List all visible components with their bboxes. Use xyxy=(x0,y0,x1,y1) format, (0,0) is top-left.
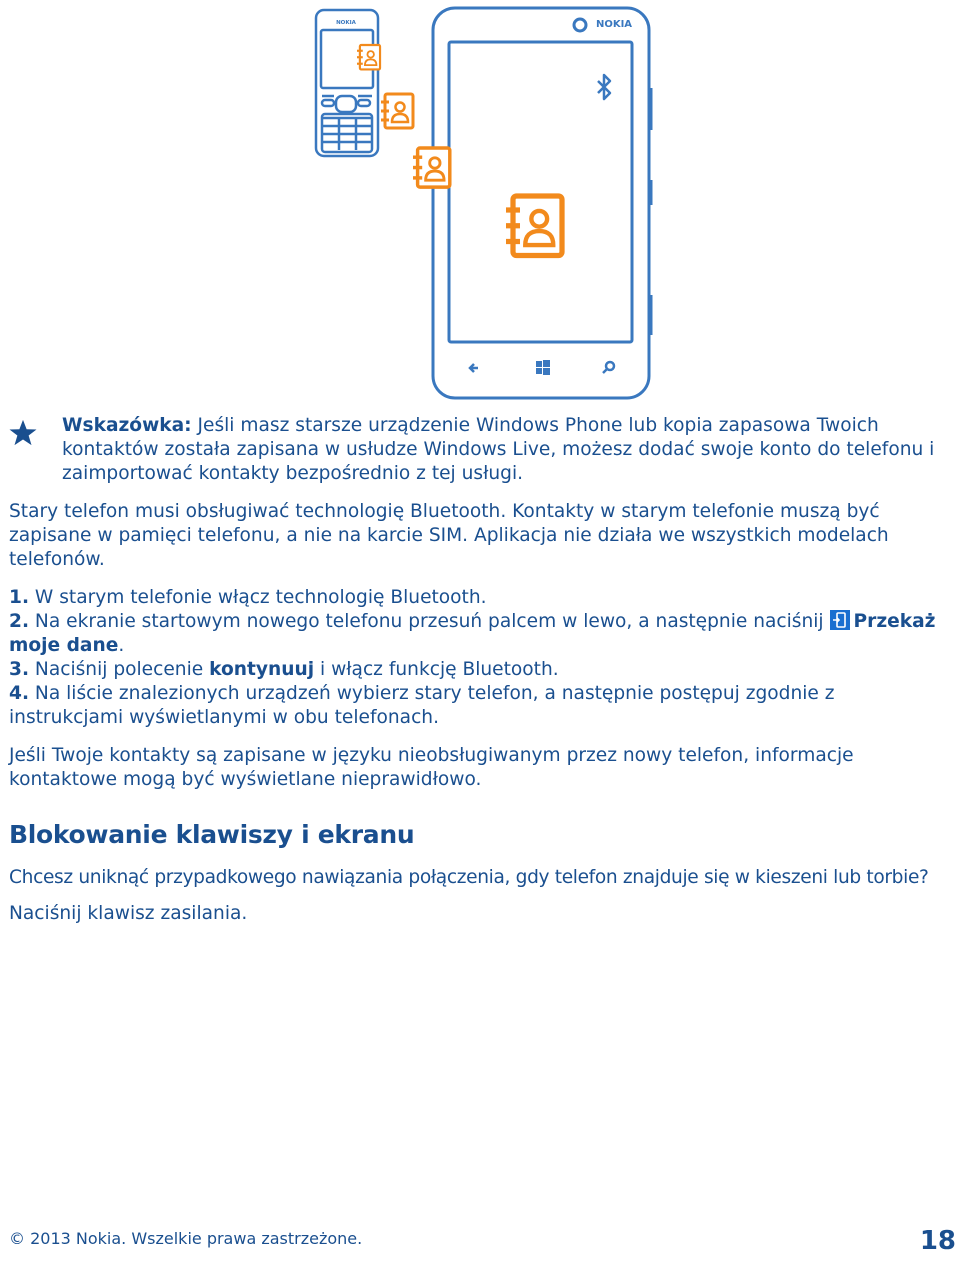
contact-book-icon xyxy=(413,148,450,187)
step-text: W starym telefonie włącz technologię Bluetooth. xyxy=(29,587,487,608)
windows-icon xyxy=(536,360,550,375)
step-4 xyxy=(9,682,954,730)
step-number: 1. xyxy=(9,587,30,608)
section-heading: Blokowanie klawiszy i ekranu xyxy=(9,820,415,849)
transfer-icon xyxy=(830,610,850,630)
step-text-end: i włącz funkcję Bluetooth. xyxy=(314,659,559,680)
step-text: Na ekranie startowym nowego telefonu przesuń palcem w lewo, a następnie naciśnij xyxy=(29,611,830,632)
bluetooth-icon xyxy=(598,75,610,99)
back-icon xyxy=(470,364,478,372)
footer-copyright: © 2013 Nokia. Wszelkie prawa zastrzeżone. xyxy=(9,1229,363,1248)
step-3 xyxy=(9,658,954,682)
step-text-end: . xyxy=(118,635,125,656)
transfer-label: Przekaż moje dane xyxy=(9,611,936,656)
intro-paragraph: Stary telefon musi obsługiwać technologię Bluetooth. Kontakty w starym telefonie muszą być zapisane w pamięci telefonu, a nie na karcie SIM. Aplikacja nie działa we wszystkich modelach telefonów. xyxy=(9,501,889,570)
contact-book-icon xyxy=(381,94,413,128)
old-phone-brand: NOKIA xyxy=(336,20,356,26)
step-number: 4. xyxy=(9,683,30,704)
continue-label: kontynuuj xyxy=(209,659,315,680)
step-text: Naciśnij polecenie xyxy=(29,659,210,680)
step-number: 2. xyxy=(9,611,30,632)
tip-label: Wskazówka: xyxy=(62,415,192,436)
tip-text xyxy=(62,414,960,486)
new-phone-brand: NOKIA xyxy=(595,19,633,30)
star-icon xyxy=(8,418,38,448)
contact-book-icon xyxy=(506,196,562,256)
page-number: 18 xyxy=(919,1226,956,1256)
contact-book-icon xyxy=(357,45,380,69)
step-2 xyxy=(9,610,954,658)
step-1 xyxy=(9,586,954,610)
search-icon xyxy=(603,362,614,373)
old-phone xyxy=(316,10,378,156)
language-note: Jeśli Twoje kontakty są zapisane w języku nieobsługiwanym przez nowy telefon, informacje kontaktowe mogą być wyświetlane nieprawidłowo. xyxy=(9,745,854,790)
phones-illustration xyxy=(0,0,960,410)
section-paragraph-1: Chcesz uniknąć przypadkowego nawiązania połączenia, gdy telefon znajduje się w kieszeni lub torbie? xyxy=(9,867,929,888)
step-number: 3. xyxy=(9,659,30,680)
step-text: Na liście znalezionych urządzeń wybierz stary telefon, a następnie postępuj zgodnie z instrukcjami wyświetlanymi w obu telefonach. xyxy=(9,683,835,728)
tip-body: Jeśli masz starsze urządzenie Windows Phone lub kopia zapasowa Twoich kontaktów została zapisana w usłudze Windows Live, możesz dodać swoje konto do telefonu i zaimportować kontakty bezpośrednio z tej usługi. xyxy=(62,415,935,484)
section-paragraph-2: Naciśnij klawisz zasilania. xyxy=(9,903,248,924)
tip-box xyxy=(0,414,960,486)
